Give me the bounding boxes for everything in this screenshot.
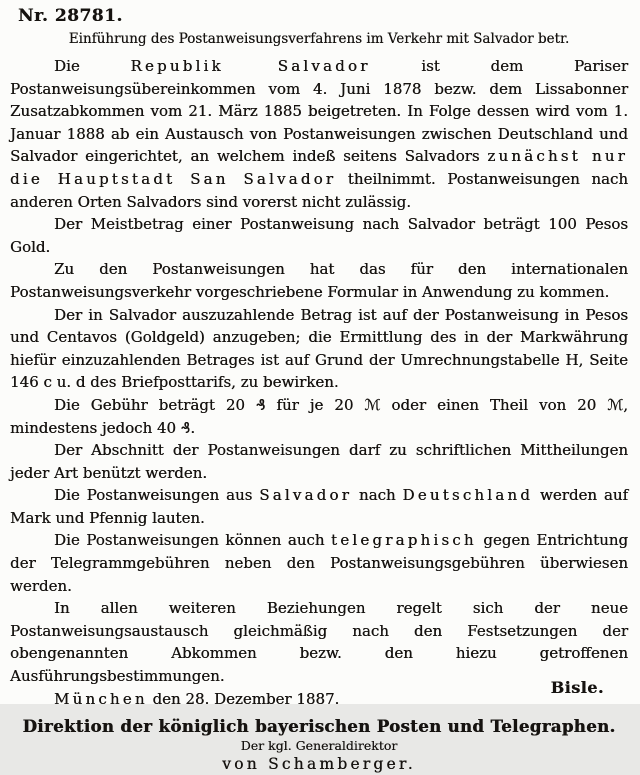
paragraph: [10, 484, 628, 529]
text-segment: nach: [352, 486, 403, 505]
text-segment: In allen weiteren Beziehungen regelt sich der neue Postanweisungsaustausch gleichmäßig nach den Festsetzungen der obengenannten Abkommen bezw. den hiezu getroffenen Ausführungsbestimmungen.: [10, 599, 628, 686]
document-number: Nr. 28781.: [18, 6, 123, 26]
text-segment: Der in Salvador auszuzahlende Betrag ist auf der Postanweisung in Pesos und Centavos (Goldgeld) anzugeben; die Ermittlung des in der Markwährung hiefür einzuzahlenden Betrages ist auf Grund der Umrechnungstabelle H, Seite 146 c u. d des Briefposttarifs, zu bewirken.: [10, 305, 628, 392]
text-segment: ist dem Pariser Postanweisungsübereinkommen vom 4. Juni 1878 bezw. dem Lissabonner Zusatzabkommen vom 21. März 1885 beigetreten. In Folge dessen wird vom 1. Januar 1888 ab ein Austausch von Postanweisungen zwischen Deutschland und Salvador eingerichtet, an welchem indeß seitens Salvadors: [10, 57, 629, 166]
paragraph: [10, 394, 628, 439]
text-segment: werden auf Mark und Pfennig lauten.: [10, 486, 629, 527]
countersignature: Bisle.: [550, 678, 604, 697]
text-segment: Die Gebühr beträgt 20 ₰ für je 20 ℳ oder einen Theil von 20 ℳ, mindestens jedoch 40 ₰.: [10, 395, 628, 437]
paragraph: [10, 529, 628, 597]
text-segment: Die: [54, 57, 131, 75]
emphasized-text: telegraphisch: [330, 531, 477, 550]
document-subject: Einführung des Postanweisungsverfahrens im Verkehr mit Salvador betr.: [68, 31, 570, 47]
text-segment: Die Postanweisungen aus: [54, 486, 260, 505]
emphasized-text: Deutschland: [402, 486, 534, 505]
signature-role: Der kgl. Generaldirektor: [240, 738, 398, 754]
text-segment: theilnimmt. Postanweisungen nach anderen Orten Salvadors sind vorerst nicht zulässig.: [10, 169, 628, 211]
emphasized-text: München: [54, 689, 148, 708]
paragraph: [10, 597, 628, 687]
dateline: [54, 688, 628, 711]
paragraph: [10, 304, 628, 394]
text-segment: Zu den Postanweisungen hat das für den internationalen Postanweisungsverkehr vorgeschriebene Formular in Anwendung zu kommen.: [10, 260, 628, 301]
emphasized-text: zunächst nur die Hauptstadt San Salvador: [10, 147, 628, 188]
text-segment: Der Meistbetrag einer Postanweisung nach Salvador beträgt 100 Pesos Gold.: [10, 215, 628, 256]
paragraph: [10, 439, 628, 484]
signature-organization: Direktion der königlich bayerischen Posten und Telegraphen.: [22, 717, 616, 737]
paragraph: [10, 213, 628, 258]
signature-name: von Schamberger.: [222, 755, 416, 774]
emphasized-text: Salvador: [259, 486, 353, 505]
emphasized-text: Republik Salvador: [130, 57, 371, 75]
document-body: [10, 55, 628, 688]
text-segment: den 28. Dezember 1887.: [147, 689, 340, 708]
text-segment: Der Abschnitt der Postanweisungen darf zu schriftlichen Mittheilungen jeder Art benützt werden.: [10, 441, 628, 482]
paragraph: [10, 55, 628, 213]
paragraph: [10, 258, 628, 303]
text-segment: Die Postanweisungen können auch: [54, 531, 331, 550]
text-segment: gegen Entrichtung der Telegrammgebühren neben den Postanweisungsgebühren überwiesen werden.: [10, 531, 628, 595]
